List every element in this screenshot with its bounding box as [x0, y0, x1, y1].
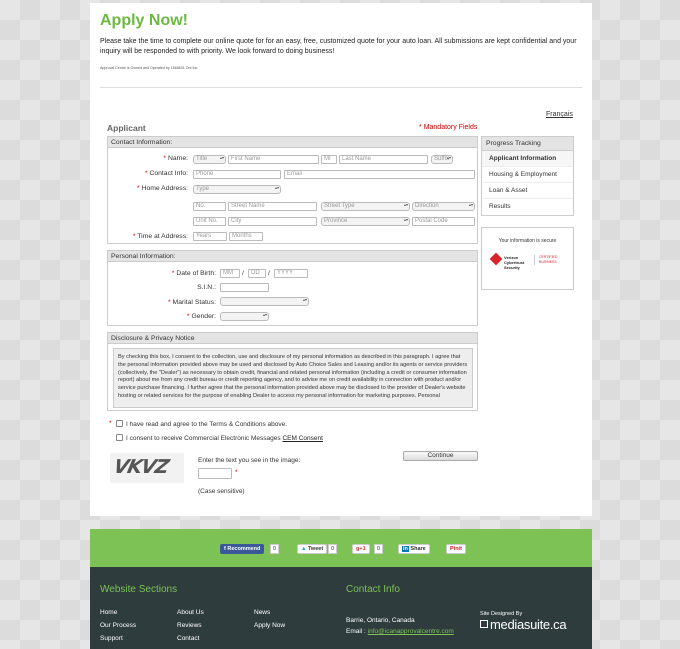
footer-link-support[interactable]: Support: [100, 635, 123, 642]
recommend-count: 0: [270, 544, 279, 554]
street-type-select[interactable]: Street Type ▴▾: [321, 202, 410, 211]
google-plus-button[interactable]: [352, 544, 370, 554]
footer: [90, 567, 592, 649]
email-label: Email :: [346, 628, 366, 635]
facebook-recommend-button[interactable]: [220, 544, 264, 554]
first-name-input[interactable]: First Name: [228, 155, 319, 164]
gender-label: [108, 313, 216, 320]
secure-text: Your information is secure: [498, 238, 557, 244]
mandatory-fields-note: [419, 124, 477, 131]
sin-input[interactable]: [220, 283, 269, 292]
section-header: Personal Information:: [108, 251, 477, 262]
label-text: Time at Address:: [137, 233, 188, 240]
unit-number-input[interactable]: Unit No.: [193, 217, 226, 226]
recommend-label: Recommend: [227, 546, 261, 552]
required-star: *: [171, 270, 175, 277]
postal-code-input[interactable]: Postal Code: [412, 217, 475, 226]
footer-link-apply-now[interactable]: Apply Now: [254, 622, 286, 629]
contact-info-heading: Contact Info: [346, 584, 400, 595]
cem-consent-link[interactable]: CEM Consent: [282, 435, 323, 442]
share-bar: [90, 529, 592, 567]
address-type-select[interactable]: Type ▴▾: [193, 185, 281, 194]
disclosure-text-box[interactable]: By checking this box, I consent to the collection, use and disclosure of my personal information as described in this paragraph. I agree that the personal information provided above may be used and disclosed by Auto Choice Sales and Leasing and/or its agents or service providers (collectively, the "Dealer") as necessary to obtain credit, financial and related personal information (including a credit or consumer information report) about me from any credit bureau or credit reporting agency, and to advise me on credit availability in connection with product and/or service purchase financing. I further agree that the personal information provided above may be disclosed to the provider of Dealer's website hosting or related services for the purpose of enabling Dealer to access my personal information for marketing purposes. Personal: [113, 348, 473, 408]
mandatory-label: Mandatory Fields: [423, 124, 478, 131]
footer-email-link[interactable]: info@icanapprovalcentre.com: [367, 628, 454, 635]
label-text: Contact Info:: [149, 170, 188, 177]
email-input[interactable]: Email: [284, 170, 475, 179]
middle-initial-input[interactable]: MI: [321, 155, 337, 164]
applicant-heading: Applicant: [107, 123, 146, 133]
gender-select[interactable]: [220, 312, 269, 321]
contact-info-label: [108, 170, 188, 177]
certified-business: CERTIFIED BUSINESS: [534, 255, 568, 265]
captcha-prompt: Enter the text you see in the image:: [198, 457, 301, 464]
required-star: *: [109, 420, 112, 427]
required-star: *: [163, 155, 167, 162]
cem-consent-label: [126, 435, 323, 442]
terms-checkbox[interactable]: [116, 420, 123, 427]
cem-consent-checkbox[interactable]: [116, 434, 123, 441]
footer-link-about-us[interactable]: About Us: [177, 609, 204, 616]
dob-year-input[interactable]: YYYY: [274, 269, 308, 278]
home-address-label: [108, 185, 188, 192]
phone-input[interactable]: Phone: [193, 170, 281, 179]
google-plus-icon: g: [356, 546, 360, 552]
designer-name: mediasuite.ca: [490, 617, 567, 632]
footer-link-news[interactable]: News: [254, 609, 271, 616]
verizon-logo-icon: [490, 253, 503, 266]
footer-email: [346, 628, 454, 635]
page-title: Apply Now!: [100, 12, 188, 29]
marital-status-select[interactable]: [220, 297, 309, 306]
title-select[interactable]: Title ▴▾: [193, 155, 226, 164]
progress-step-results[interactable]: Results: [489, 203, 511, 210]
street-number-input[interactable]: No.: [193, 202, 226, 211]
website-sections-heading: Website Sections: [100, 584, 178, 595]
required-star: *: [419, 124, 422, 131]
progress-step-applicant[interactable]: Applicant Information: [482, 151, 573, 167]
disclosure-section: [107, 332, 478, 411]
required-star: *: [136, 185, 140, 192]
consent-text: I consent to receive Commercial Electronic Messages: [126, 435, 281, 442]
security-badge: [481, 227, 574, 290]
terms-label: I have read and agree to the Terms & Conditions above.: [126, 421, 288, 428]
pinterest-pinit-button[interactable]: Pinit: [446, 544, 466, 554]
required-star: *: [235, 469, 238, 476]
required-star: *: [168, 299, 171, 306]
contact-information-section: [107, 136, 478, 244]
tweet-button[interactable]: [297, 544, 327, 554]
label-text: Gender:: [191, 313, 216, 320]
required-star: *: [144, 170, 148, 177]
linkedin-share-button[interactable]: [398, 544, 430, 554]
tweet-label: Tweet: [307, 546, 324, 552]
ownership-note: Approval Centre is Owned and Operated by 1668631 Ont Inc.: [100, 66, 199, 70]
gplus-label: +1: [359, 546, 366, 552]
slash-separator: /: [268, 270, 270, 277]
months-input[interactable]: Months: [229, 232, 263, 241]
francais-link[interactable]: Français: [546, 111, 573, 118]
dob-day-input[interactable]: DD: [248, 269, 266, 278]
footer-address: Barrie, Ontario, Canada: [346, 617, 415, 624]
time-at-address-label: [108, 233, 188, 240]
footer-link-reviews[interactable]: Reviews: [177, 622, 202, 629]
city-input[interactable]: City: [228, 217, 317, 226]
label-text: Name:: [167, 155, 188, 162]
facebook-icon: f: [224, 546, 226, 552]
captcha-image: [110, 453, 184, 483]
required-star: *: [186, 313, 190, 320]
label-text: Marital Status:: [172, 299, 216, 306]
date-of-birth-label: [108, 270, 216, 277]
mediasuite-logo-icon: [480, 620, 488, 628]
marital-status-label: [108, 299, 216, 306]
street-name-input[interactable]: Street Name: [228, 202, 317, 211]
last-name-input[interactable]: Last Name: [339, 155, 428, 164]
captcha-text: VKVZ: [111, 456, 171, 478]
required-star: *: [132, 233, 136, 240]
suffix-select[interactable]: Suffix ▴▾: [431, 155, 453, 164]
captcha-input[interactable]: [198, 468, 232, 479]
gplus-count: 0: [374, 544, 383, 554]
progress-tracking-panel: [481, 136, 574, 216]
linkedin-icon: in: [403, 546, 408, 552]
intro-text: Please take the time to complete our online quote for for an easy, free, customized quote for your auto loan. All submissions are kept confidential and your inquiry will be responded to with priority. We look forward to doing business!: [100, 38, 577, 55]
sin-label: S.I.N.:: [197, 284, 216, 291]
footer-link-home[interactable]: Home: [100, 609, 118, 616]
site-designed-by: Site Designed By: [480, 611, 523, 617]
label-text: Home Address:: [141, 185, 188, 192]
share-label: Share: [410, 546, 426, 552]
main-content-panel: [90, 3, 592, 516]
slash-separator: /: [242, 270, 244, 277]
tweet-count: 0: [328, 544, 337, 554]
dob-month-input[interactable]: MM: [220, 269, 240, 278]
personal-information-section: [107, 250, 478, 326]
name-label: [108, 155, 188, 162]
divider: [100, 87, 582, 88]
continue-button[interactable]: Continue: [403, 451, 478, 461]
progress-step-housing[interactable]: Housing & Employment: [482, 167, 573, 183]
case-sensitive-note: (Case sensitive): [198, 488, 245, 495]
footer-link-contact[interactable]: Contact: [177, 635, 200, 642]
label-text: Date of Birth:: [176, 270, 216, 277]
twitter-bird-icon: ▲: [301, 546, 307, 552]
years-input[interactable]: Years: [193, 232, 227, 241]
footer-link-our-process[interactable]: Our Process: [100, 622, 137, 629]
section-header: Disclosure & Privacy Notice: [108, 333, 477, 344]
province-select[interactable]: Province ▴▾: [321, 217, 410, 226]
progress-header: Progress Tracking: [482, 137, 573, 151]
progress-step-loan[interactable]: Loan & Asset: [482, 183, 573, 199]
section-header: Contact Information:: [108, 137, 477, 148]
verizon-brand: Verizon Cybertrust Security: [504, 255, 525, 270]
direction-select[interactable]: Direction ▴▾: [412, 202, 475, 211]
